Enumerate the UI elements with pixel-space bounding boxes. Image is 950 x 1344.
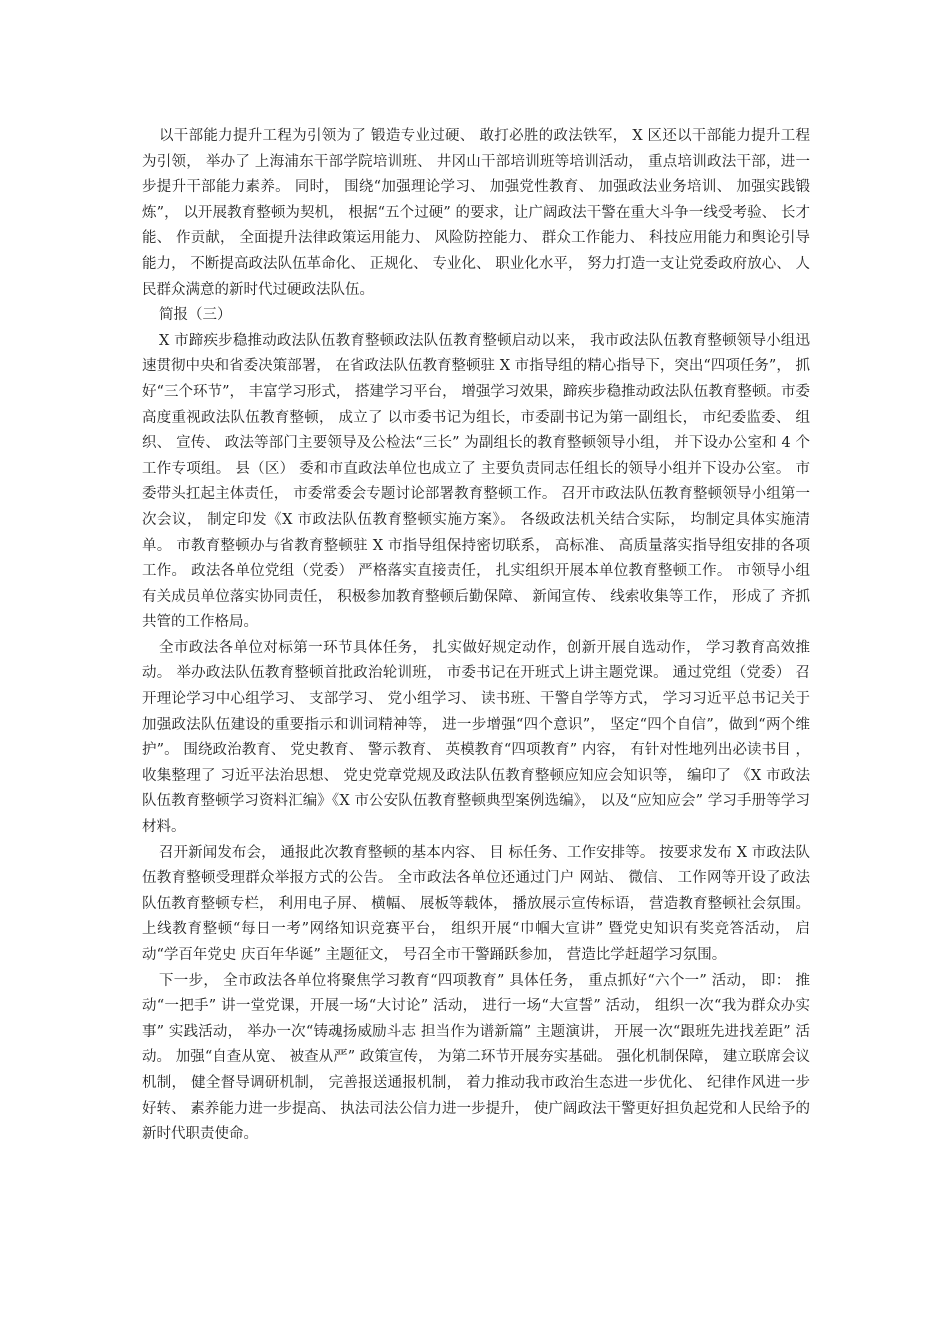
body-paragraph: 全市政法各单位对标第一环节具体任务， 扎实做好规定动作，创新开展自选动作， 学习教育高效推动。 举办政法队伍教育整顿首批政治轮训班， 市委书记在开班式上讲主题党课。 通过党组（党委） 召开理论学习中心组学习、 支部学习、 党小组学习、 读书班、干警自学等方式， 学习习近平总书记关于加强政法队伍建设的重要指示和训词精神等， 进一步增强“四个意识”， 坚定“四个自信”，做到“两个维护”。 围绕政治教育、 党史教育、 警示教育、 英模教育“四项教育” 内容， 有针对性地列出必读书目 ， 收集整理了 习近平法治思想、 党史党章党规及政法队伍教育整顿应知应会知识等， 编印了 《X 市政法队伍教育整顿学习资料汇编》《X 市公安队伍教育整顿典型案例选编》， 以及“应知应会” 学习手册等学习材料。 — [142, 639, 810, 836]
document-body — [142, 124, 810, 1148]
body-paragraph: X 市蹄疾步稳推动政法队伍教育整顿政法队伍教育整顿启动以来， 我市政法队伍教育整顿领导小组迅速贯彻中央和省委决策部署， 在省政法队伍教育整顿驻 X 市指导组的精心指导下，突出“四项任务”， 抓好“三个环节”， 丰富学习形式， 搭建学习平台， 增强学习效果，蹄疾步稳推动政法队伍教育整顿。市委高度重视政法队伍教育整顿， 成立了 以市委书记为组长，市委副书记为第一副组长， 市纪委监委、 组织、 宣传、 政法等部门主要领导及公检法“三长” 为副组长的教育整顿领导小组， 并下设办公室和 4 个工作专项组。 县（区） 委和市直政法单位也成立了 主要负责同志任组长的领导小组并下设办公室。 市委带头扛起主体责任， 市委常委会专题讨论部署教育整顿工作。 召开市政法队伍教育整顿领导小组第一次会议， 制定印发《X 市政法队伍教育整顿实施方案》。 各级政法机关结合实际， 均制定具体实施清单。 市教育整顿办与省教育整顿驻 X 市指导组保持密切联系， 高标准、 高质量落实指导组安排的各项工作。 政法各单位党组（党委） 严格落实直接责任， 扎实组织开展本单位教育整顿工作。 市领导小组有关成员单位落实协同责任， 积极参加教育整顿后勤保障、 新闻宣传、 线索收集等工作， 形成了 齐抓共管的工作格局。 — [142, 332, 810, 631]
body-paragraph: 下一步， 全市政法各单位将聚焦学习教育“四项教育” 具体任务， 重点抓好“六个一” 活动， 即： 推动“一把手” 讲一堂党课，开展一场“大讨论” 活动， 进行一场“大宣誓” 活动， 组织一次“我为群众办实事” 实践活动， 举办一次“铸魂扬威励斗志 担当作为谱新篇” 主题演讲， 开展一次“跟班先进找差距” 活动。 加强“自查从宽、 被查从严” 政策宣传， 为第二环节开展夯实基础。 强化机制保障， 建立联席会议机制， 健全督导调研机制， 完善报送通报机制， 着力推动我市政治生态进一步优化、 纪律作风进一步好转、 素养能力进一步提高、 执法司法公信力进一步提升， 使广阔政法干警更好担负起党和人民给予的新时代职责使命。 — [142, 972, 810, 1143]
body-paragraph: 召开新闻发布会， 通报此次教育整顿的基本内容、 目 标任务、工作安排等。 按要求发布 X 市政法队伍教育整顿受理群众举报方式的公告。 全市政法各单位还通过门户 网站、 微信、 工作网等开设了政法队伍教育整顿专栏， 利用电子屏、 横幅、 展板等载体， 播放展示宣传标语， 营造教育整顿社会氛围。 上线教育整顿“每日一考”网络知识竞赛平台， 组织开展“巾帼大宣讲” 暨党史知识有奖竞答活动， 启动“学百年党史 庆百年华诞” 主题征文， 号召全市干警踊跃参加， 营造比学赶超学习氛围。 — [142, 844, 810, 963]
intro-paragraph: 以干部能力提升工程为引领为了 锻造专业过硬、 敢打必胜的政法铁军， X 区还以干部能力提升工程为引领， 举办了 上海浦东干部学院培训班、 井冈山干部培训班等培训活动， 重点培训政法干部，进一步提升干部能力素养。 同时， 围绕“加强理论学习、 加强党性教育、 加强政法业务培训、 加强实践锻炼”， 以开展教育整顿为契机， 根据“五个过硬” 的要求，让广阔政法干警在重大斗争一线受考验、 长才能、 作贡献， 全面提升法律政策运用能力、 风险防控能力、 群众工作能力、 科技应用能力和舆论引导能力， 不断提高政法队伍革命化、 正规化、 专业化、 职业化水平， 努力打造一支让党委政府放心、 人民群众满意的新时代过硬政法队伍。 — [142, 128, 810, 298]
section-title: 简报（三） — [159, 307, 232, 324]
